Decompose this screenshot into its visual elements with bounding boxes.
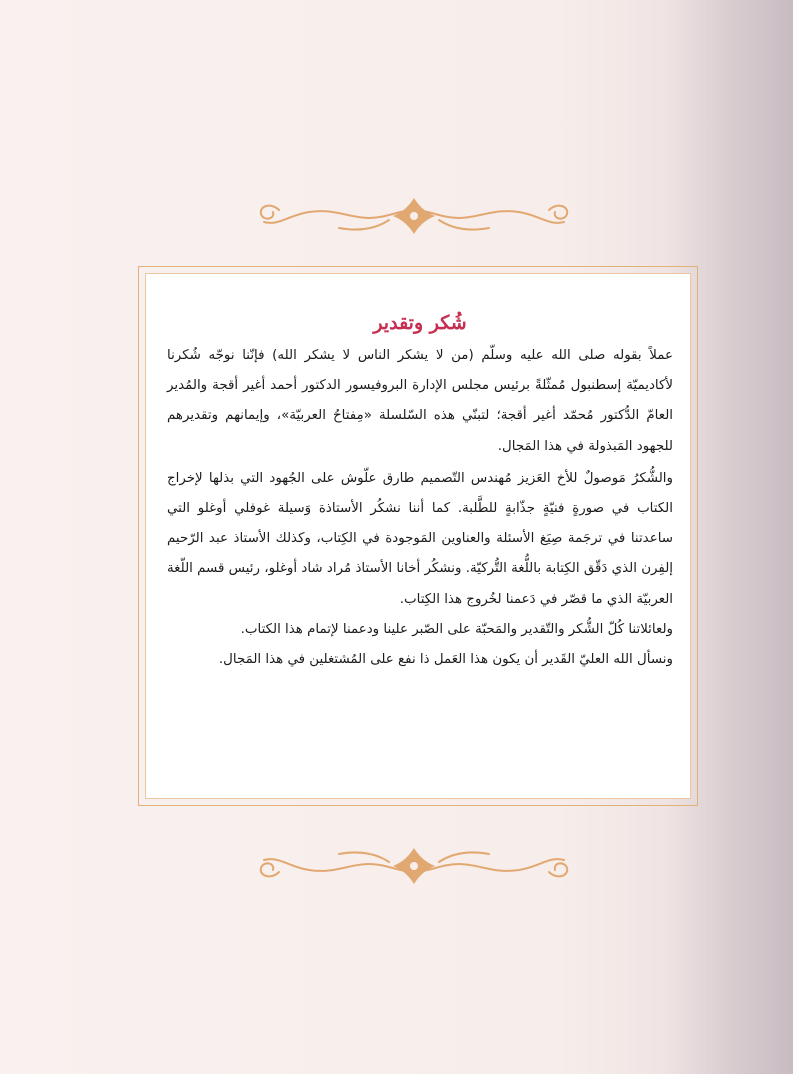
- paragraph-1: عملاً بقوله صلى الله عليه وسلّم (من لا يشكر الناس لا يشكر الله) فإنّنا نوجّه شُكرنا لأكاديميّة إسطنبول مُمثّلةً برئيس مجلس الإدارة البروفيسور الدكتور أحمد أغير أقجة والمُدير العامّ الدُّكتور مُحمّد أغير أقجة؛ لتبنّي هذه السّلسلة «مِفتاحُ العربيّة»، وإيمانهم وتقديرهم للجهود المَبذولة في هذا المَجال.: [167, 348, 673, 454]
- paragraph-2: والشُّكرُ مَوصولٌ للأخ العَزيز مُهندس التّصميم طارق علّوش على الجُهود التي بذلها لإخراج الكتاب في صورةٍ فنيّةٍ جذّابةٍ للطَّلبة. كما أننا نشكُر الأستاذة وَسيلة غوفلي أوغلو التي ساعدتنا في ترجَمة صِيَغ الأسئلة والعناوين المَوجودة في الكِتاب، وكذلك الأستاذ عبد الرّحيم إلفِرن الذي دَقّق الكِتابة باللُّغة التُّركيّة. ونشكُر أخانا الأستاذ مُراد شاد أوغلو، رئيس قسم اللّغة العربيّة الذي ما قصّر في دَعمنا لخُروج هذا الكِتاب.: [167, 470, 673, 607]
- acknowledgement-content: [145, 273, 691, 799]
- top-ornament-icon: [249, 196, 579, 242]
- paragraph-4: ونسأل الله العليّ القَدير أن يكون هذا العَمل ذا نفع على المُشتغلين في هذا المَجال.: [218, 652, 673, 668]
- page-title: شُكر وتقدير: [373, 312, 467, 334]
- paragraph-3: ولعائلاتنا كُلّ الشُّكر والتّقدير والمَحبّة على الصّبر علينا ودعمنا لإتمام هذا الكتاب.: [240, 621, 673, 637]
- bottom-ornament-icon: [249, 840, 579, 886]
